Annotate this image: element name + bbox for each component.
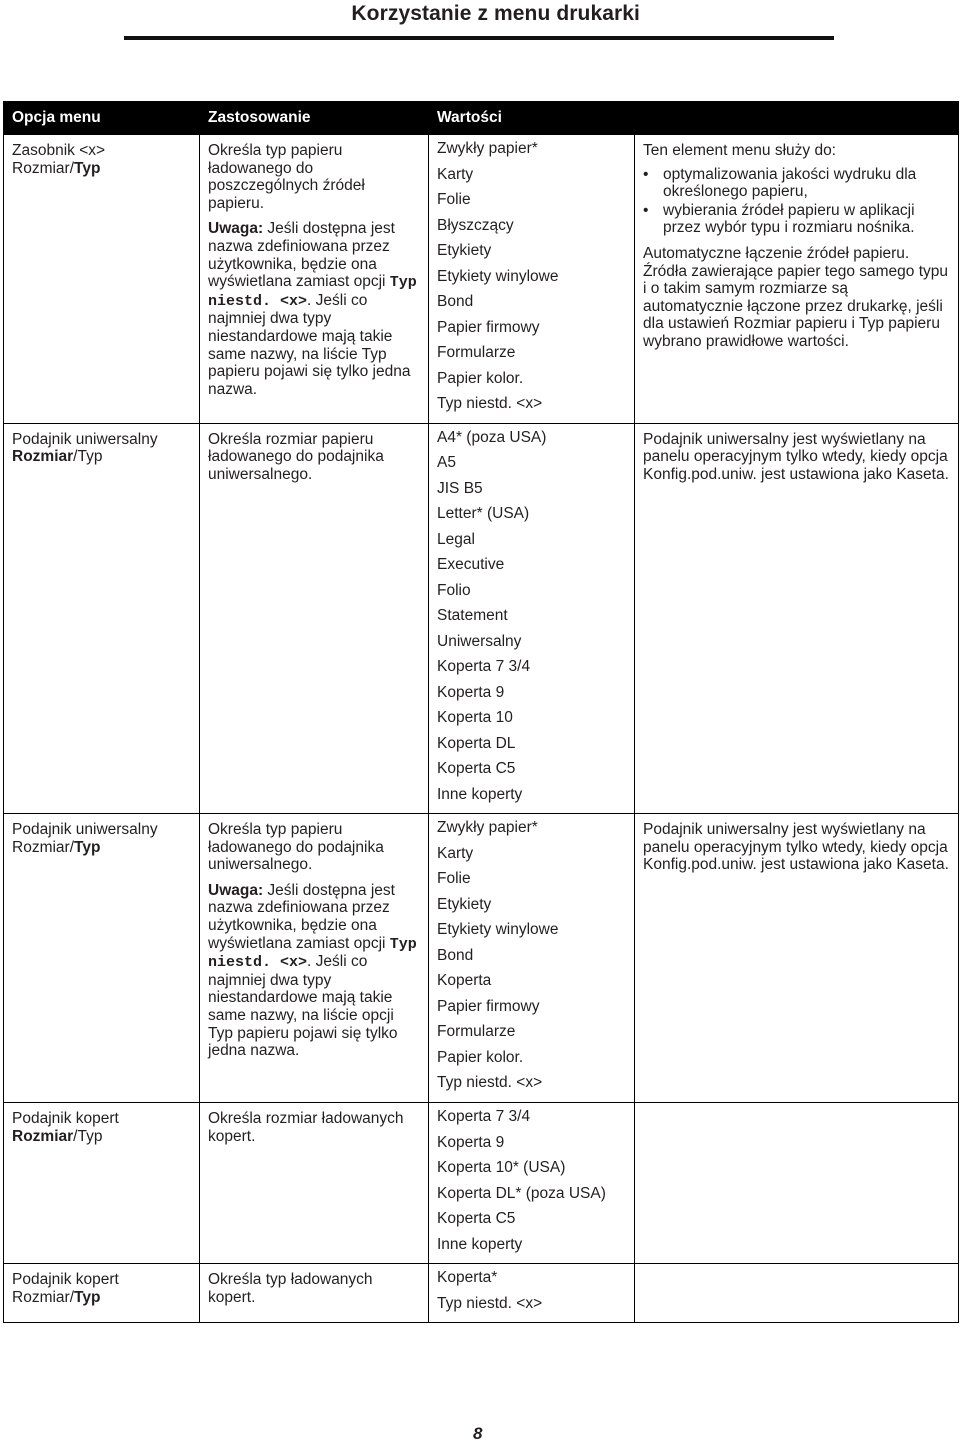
- table-row: [4, 1103, 959, 1264]
- option-subname: Rozmiar/Typ: [12, 1127, 103, 1145]
- page-title: Korzystanie z menu drukarki: [351, 2, 640, 25]
- option-name: Zasobnik <x>: [12, 142, 106, 159]
- value-item: Statement: [437, 607, 508, 624]
- values-cell: [429, 135, 635, 424]
- value-item: Koperta 10* (USA): [437, 1159, 566, 1176]
- usage-text: Określa typ papieru ładowanego do podajnika uniwersalnego.: [208, 821, 384, 874]
- value-item: Uniwersalny: [437, 632, 522, 650]
- menu-option-cell: [4, 423, 200, 814]
- value-item: JIS B5: [437, 479, 483, 497]
- value-item: Papier firmowy: [437, 318, 540, 336]
- column-header-description: [635, 102, 959, 135]
- value-item: Karty: [437, 844, 474, 862]
- usage-cell: [200, 135, 429, 424]
- value-item: Zwykły papier*: [437, 819, 538, 836]
- value-item: Typ niestd. <x>: [437, 1074, 543, 1091]
- value-item: Inne koperty: [437, 1235, 523, 1253]
- values-cell: [429, 1264, 635, 1323]
- description-text: Podajnik uniwersalny jest wyświetlany na panelu operacyjnym tylko wtedy, kiedy opcja Konfig.pod.uniw. jest ustawiona jako Kaseta.: [643, 430, 949, 483]
- page-number: 8: [473, 1424, 483, 1443]
- column-header-values: Wartości: [429, 102, 635, 135]
- table-row: [4, 1264, 959, 1323]
- value-item: Legal: [437, 530, 475, 548]
- option-name: Podajnik kopert: [12, 1110, 119, 1127]
- value-item: Koperta 9: [437, 1133, 505, 1151]
- value-item: Letter* (USA): [437, 505, 530, 522]
- value-item: Etykiety: [437, 242, 492, 259]
- value-item: Koperta C5: [437, 1210, 516, 1227]
- value-item: Koperta 10: [437, 709, 513, 726]
- bullet-item: • optymalizowania jakości wydruku dla określonego papieru,: [663, 166, 950, 201]
- value-item: Koperta DL: [437, 734, 516, 752]
- value-item: Typ niestd. <x>: [437, 1294, 543, 1312]
- usage-cell: [200, 1103, 429, 1264]
- value-item: Koperta: [437, 972, 492, 989]
- column-header-usage: Zastosowanie: [200, 102, 429, 135]
- value-item: Folie: [437, 870, 471, 887]
- description-text: Podajnik uniwersalny jest wyświetlany na panelu operacyjnym tylko wtedy, kiedy opcja Konfig.pod.uniw. jest ustawiona jako Kaseta.: [643, 821, 949, 874]
- values-cell: [429, 814, 635, 1103]
- value-item: Błyszczący: [437, 216, 514, 234]
- description-cell: [635, 135, 959, 424]
- values-cell: [429, 423, 635, 814]
- values-cell: [429, 1103, 635, 1264]
- usage-cell: [200, 1264, 429, 1323]
- description-cell: [635, 814, 959, 1103]
- usage-note: Uwaga: Jeśli dostępna jest nazwa zdefiniowana przez użytkownika, będzie ona wyświetlana zamiast opcji Typ niestd. <x>. Jeśli co najmniej dwa typy niestandardowe mają takie same nazwy, na liście Typ papieru pojawi się tylko jedna nazwa.: [208, 220, 417, 398]
- value-item: Formularze: [437, 1023, 516, 1040]
- usage-text: Określa typ ładowanych kopert.: [208, 1271, 373, 1306]
- option-name: Podajnik uniwersalny: [12, 430, 158, 448]
- description-cell: [635, 1264, 959, 1323]
- value-item: Koperta C5: [437, 760, 516, 777]
- description-cell: [635, 1103, 959, 1264]
- value-item: Etykiety winylowe: [437, 267, 559, 285]
- value-item: Papier firmowy: [437, 997, 540, 1015]
- title-rule: [124, 36, 834, 40]
- usage-text: Określa rozmiar ładowanych kopert.: [208, 1110, 404, 1145]
- option-subname: Rozmiar/Typ: [12, 1288, 101, 1306]
- value-item: A5: [437, 454, 456, 471]
- value-item: Etykiety winylowe: [437, 921, 559, 938]
- value-item: Papier kolor.: [437, 1048, 524, 1066]
- option-name: Podajnik uniwersalny: [12, 821, 158, 838]
- usage-cell: [200, 814, 429, 1103]
- table-header-row: [4, 102, 959, 135]
- value-item: Zwykły papier*: [437, 140, 538, 157]
- option-subname: Rozmiar/Typ: [12, 448, 103, 466]
- usage-note: Uwaga: Jeśli dostępna jest nazwa zdefiniowana przez użytkownika, będzie ona wyświetlana zamiast opcji Typ niestd. <x>. Jeśli co najmniej dwa typy niestandardowe mają takie same nazwy, na liście opcji Typ papieru pojawi się tylko jedna nazwa.: [208, 881, 417, 1060]
- table-row: [4, 423, 959, 814]
- value-item: Koperta 7 3/4: [437, 658, 531, 675]
- usage-text: Określa typ papieru ładowanego do poszczególnych źródeł papieru.: [208, 142, 365, 212]
- description-intro: Ten element menu służy do:: [643, 142, 836, 159]
- value-item: Etykiety: [437, 895, 492, 913]
- value-item: Bond: [437, 946, 474, 964]
- value-item: Inne koperty: [437, 785, 523, 803]
- value-item: Folio: [437, 581, 471, 599]
- value-item: Formularze: [437, 344, 516, 361]
- bullet-item: • wybierania źródeł papieru w aplikacji przez wybór typu i rozmiaru nośnika.: [663, 202, 950, 237]
- value-item: A4* (poza USA): [437, 428, 547, 446]
- value-item: Executive: [437, 556, 505, 573]
- option-name: Podajnik kopert: [12, 1271, 119, 1288]
- description-bullets: [643, 166, 950, 237]
- menu-options-table: [3, 101, 959, 1323]
- description-text: Automatyczne łączenie źródeł papieru. Źródła zawierające papier tego samego typu i o takim samym rozmiarze są automatycznie łączone przez drukarkę, jeśli dla ustawień Rozmiar papieru i Typ papieru wybrano prawidłowe wartości.: [643, 244, 949, 350]
- table-row: [4, 135, 959, 424]
- value-item: Koperta 7 3/4: [437, 1108, 531, 1125]
- option-subname: Rozmiar/Typ: [12, 838, 101, 856]
- value-item: Folie: [437, 191, 471, 208]
- column-header-option: Opcja menu: [4, 102, 200, 135]
- menu-option-cell: [4, 1264, 200, 1323]
- value-item: Typ niestd. <x>: [437, 395, 543, 412]
- description-cell: [635, 423, 959, 814]
- menu-option-cell: [4, 1103, 200, 1264]
- value-item: Papier kolor.: [437, 369, 524, 387]
- value-item: Koperta DL* (poza USA): [437, 1184, 606, 1202]
- table-row: [4, 814, 959, 1103]
- value-item: Koperta*: [437, 1269, 498, 1286]
- usage-text: Określa rozmiar papieru ładowanego do podajnika uniwersalnego.: [208, 430, 384, 483]
- menu-option-cell: [4, 814, 200, 1103]
- value-item: Bond: [437, 293, 474, 310]
- option-subname: Rozmiar/Typ: [12, 159, 101, 177]
- value-item: Karty: [437, 165, 474, 183]
- value-item: Koperta 9: [437, 683, 505, 701]
- menu-option-cell: [4, 135, 200, 424]
- usage-cell: [200, 423, 429, 814]
